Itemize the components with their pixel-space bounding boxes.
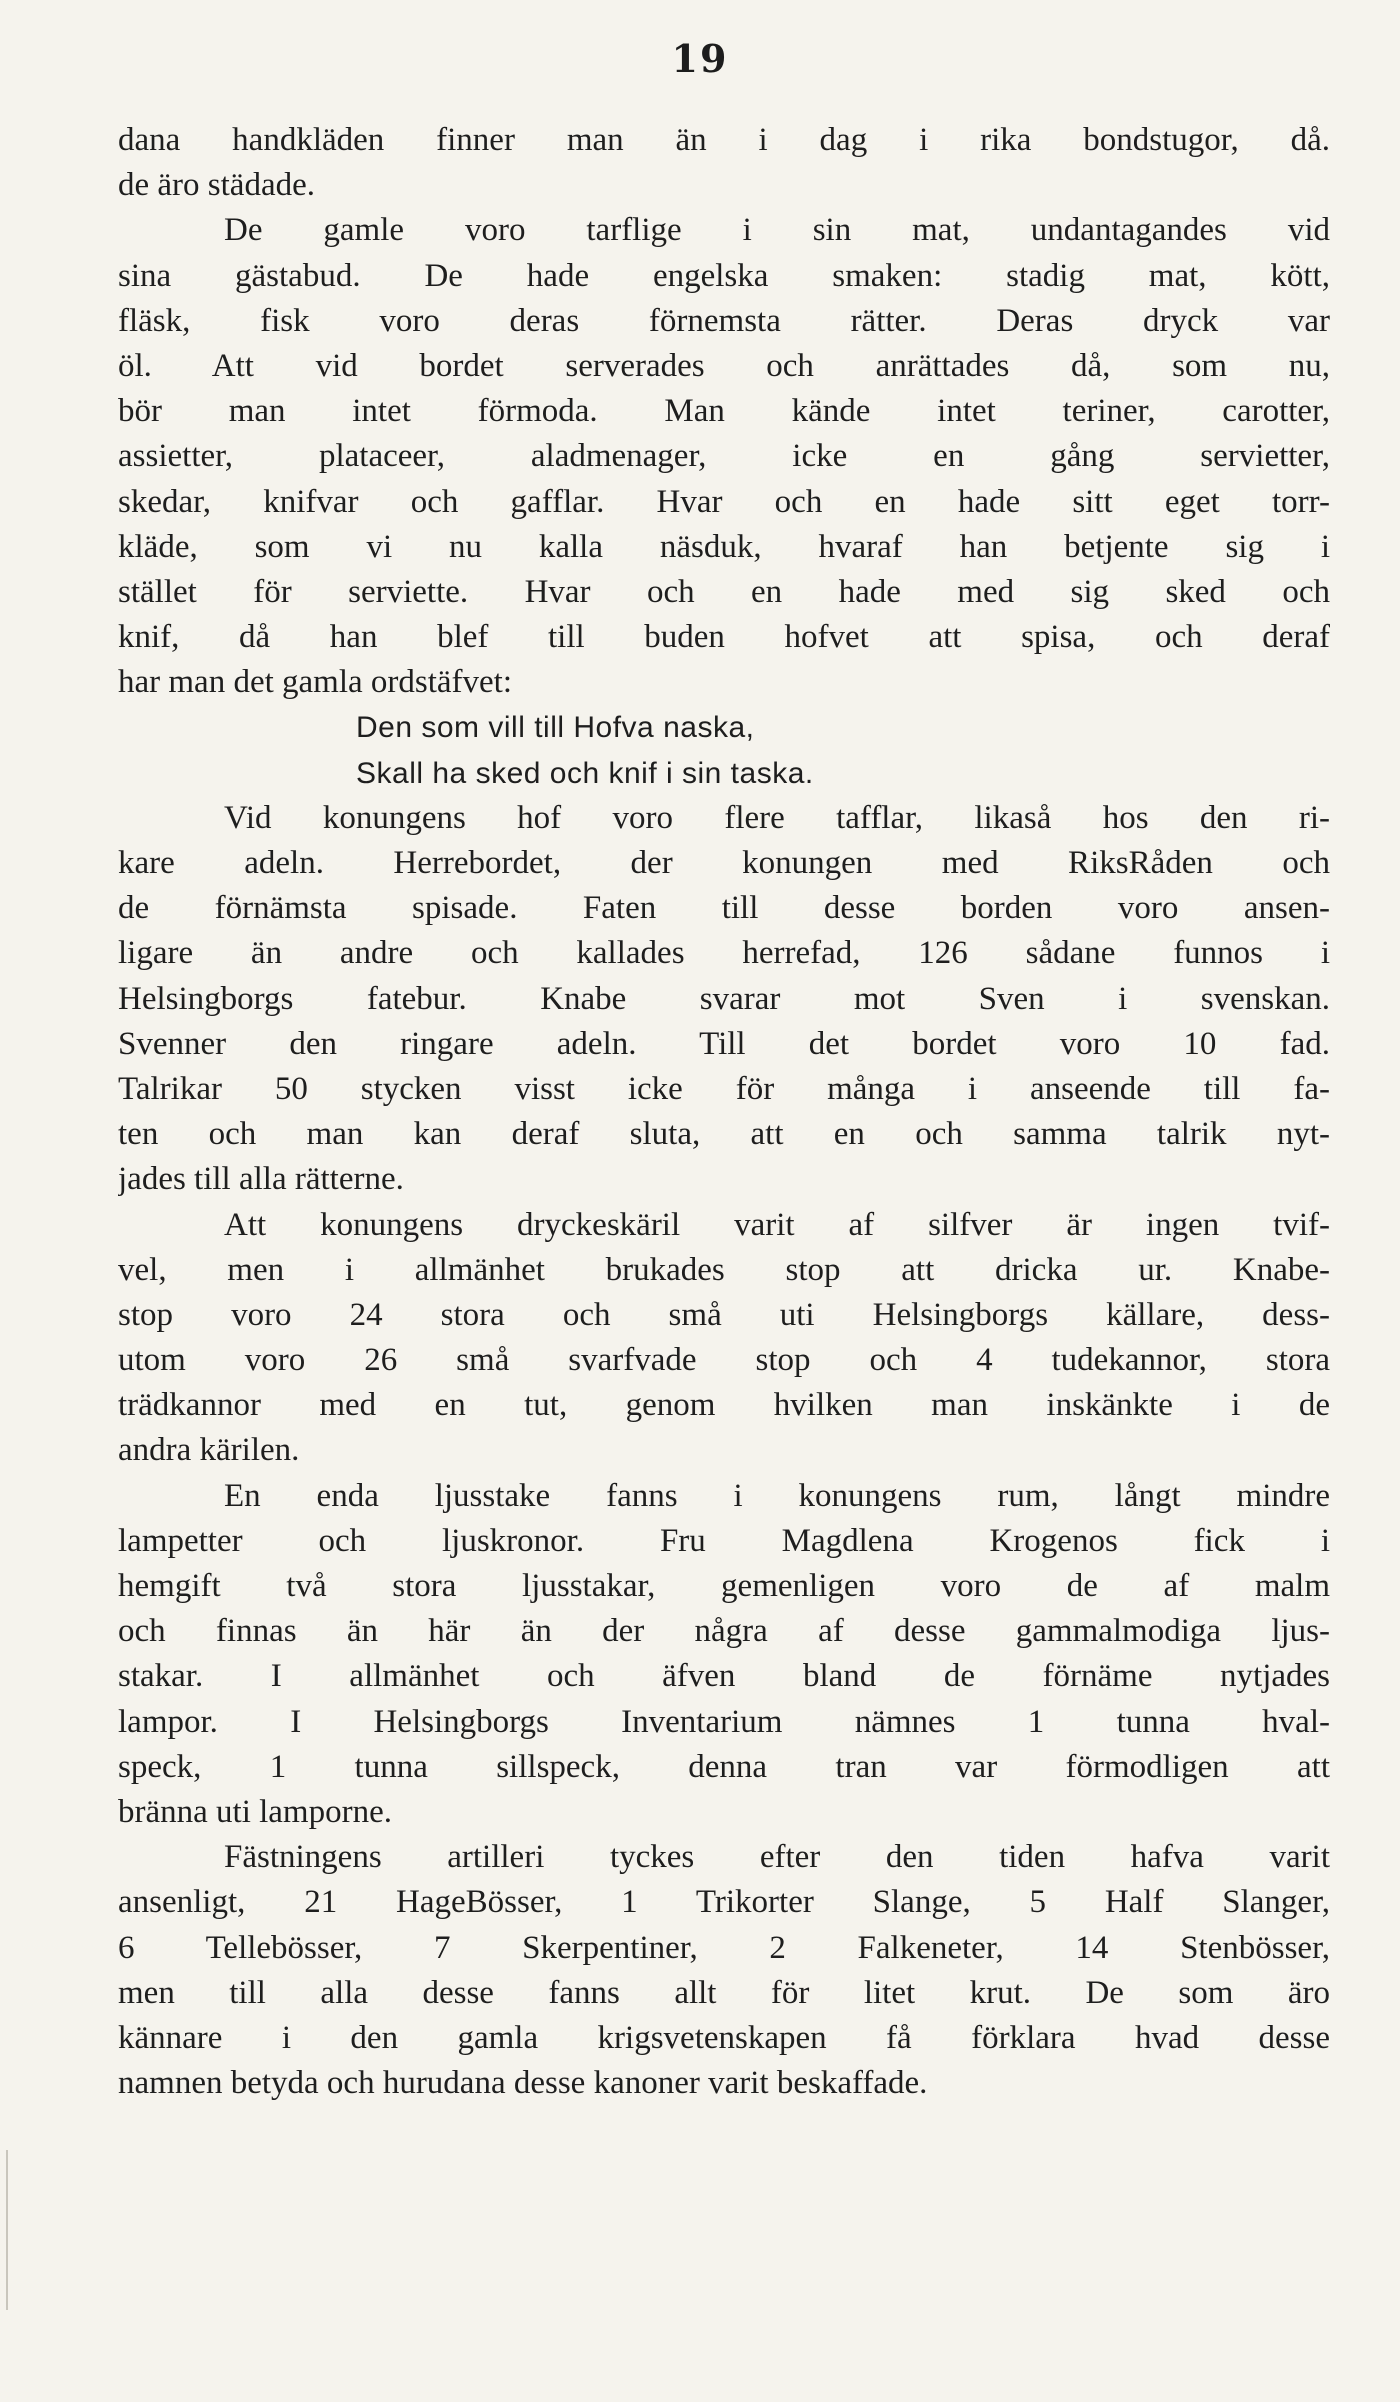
text-line: Talrikar 50 stycken visst icke för många i anseende till fa- — [118, 1070, 1330, 1107]
text-line: Vid konungens hof voro flere tafflar, likaså hos den ri- — [224, 799, 1330, 836]
text-line: ten och man kan deraf sluta, att en och samma talrik nyt- — [118, 1116, 1330, 1153]
text-line: namnen betyda och hurudana desse kanoner varit beskaffade. — [118, 2065, 928, 2102]
text-line: speck, 1 tunna sillspeck, denna tran var förmodligen att — [118, 1748, 1330, 1785]
text-line: Fästningens artilleri tyckes efter den tiden hafva varit — [224, 1839, 1330, 1876]
text-line: lampor. I Helsingborgs Inventarium nämnes 1 tunna hval- — [118, 1703, 1330, 1740]
text-line: har man det gamla ordstäfvet: — [118, 664, 513, 701]
text-line: andra kärilen. — [118, 1432, 300, 1469]
text-line: ansenligt, 21 HageBösser, 1 Trikorter Slange, 5 Half Slanger, — [118, 1884, 1330, 1921]
text-line: bränna uti lamporne. — [118, 1793, 392, 1830]
text-line: vel, men i allmänhet brukades stop att dricka ur. Knabe- — [118, 1251, 1330, 1288]
text-line: sina gästabud. De hade engelska smaken: stadig mat, kött, — [118, 257, 1330, 294]
text-line: knif, då han blef till buden hofvet att spisa, och deraf — [118, 619, 1330, 656]
page-number: 19 — [671, 36, 729, 81]
text-line: Svenner den ringare adeln. Till det bordet voro 10 fad. — [118, 1025, 1330, 1062]
text-line: kläde, som vi nu kalla näsduk, hvaraf han betjente sig i — [118, 528, 1330, 565]
text-line: trädkannor med en tut, genom hvilken man inskänkte i de — [118, 1387, 1330, 1424]
text-line: fläsk, fisk voro deras förnemsta rätter. Deras dryck var — [118, 302, 1330, 339]
verse-line: Skall ha sked och knif i sin taska. — [356, 756, 814, 790]
text-line: stället för serviette. Hvar och en hade med sig sked och — [118, 573, 1330, 610]
text-line: Att konungens dryckeskäril varit af silfver är ingen tvif- — [224, 1206, 1330, 1243]
text-line: Helsingborgs fatebur. Knabe svarar mot Sven i svenskan. — [118, 980, 1330, 1017]
text-line: de äro städade. — [118, 167, 315, 204]
text-line: men till alla desse fanns allt för litet krut. De som äro — [118, 1974, 1330, 2011]
verse-line: Den som vill till Hofva naska, — [356, 711, 755, 745]
page-edge-mark — [6, 2150, 8, 2310]
text-line: kännare i den gamla krigsvetenskapen få förklara hvad desse — [118, 2019, 1330, 2056]
text-line: lampetter och ljuskronor. Fru Magdlena Krogenos fick i — [118, 1522, 1330, 1559]
text-line: hemgift två stora ljusstakar, gemenligen voro de af malm — [118, 1568, 1330, 1604]
text-line: stakar. I allmänhet och äfven bland de förnäme nytjades — [118, 1658, 1330, 1695]
text-line: assietter, plataceer, aladmenager, icke en gång servietter, — [118, 438, 1330, 475]
text-line: öl. Att vid bordet serverades och anrättades då, som nu, — [118, 347, 1330, 384]
body-text — [118, 118, 1330, 2106]
text-line: kare adeln. Herrebordet, der konungen med RiksRåden och — [118, 845, 1330, 881]
text-line: En enda ljusstake fanns i konungens rum, långt mindre — [224, 1477, 1330, 1514]
text-line: de förnämsta spisade. Faten till desse borden voro ansen- — [118, 890, 1330, 927]
text-line: 6 Tellebösser, 7 Skerpentiner, 2 Falkeneter, 14 Stenbösser, — [118, 1929, 1330, 1966]
text-line: jades till alla rätterne. — [118, 1161, 404, 1198]
text-line: De gamle voro tarflige i sin mat, undantagandes vid — [224, 212, 1330, 249]
text-line: ligare än andre och kallades herrefad, 126 sådane funnos i — [118, 935, 1330, 972]
text-line: dana handkläden finner man än i dag i rika bondstugor, då. — [118, 122, 1330, 158]
text-line: skedar, knifvar och gafflar. Hvar och en hade sitt eget torr- — [118, 483, 1330, 520]
text-line: utom voro 26 små svarfvade stop och 4 tudekannor, stora — [118, 1342, 1330, 1379]
text-line: och finnas än här än der några af desse gammalmodiga ljus- — [118, 1613, 1330, 1650]
text-line: bör man intet förmoda. Man kände intet teriner, carotter, — [118, 393, 1330, 430]
text-line: stop voro 24 stora och små uti Helsingborgs källare, dess- — [118, 1296, 1330, 1333]
